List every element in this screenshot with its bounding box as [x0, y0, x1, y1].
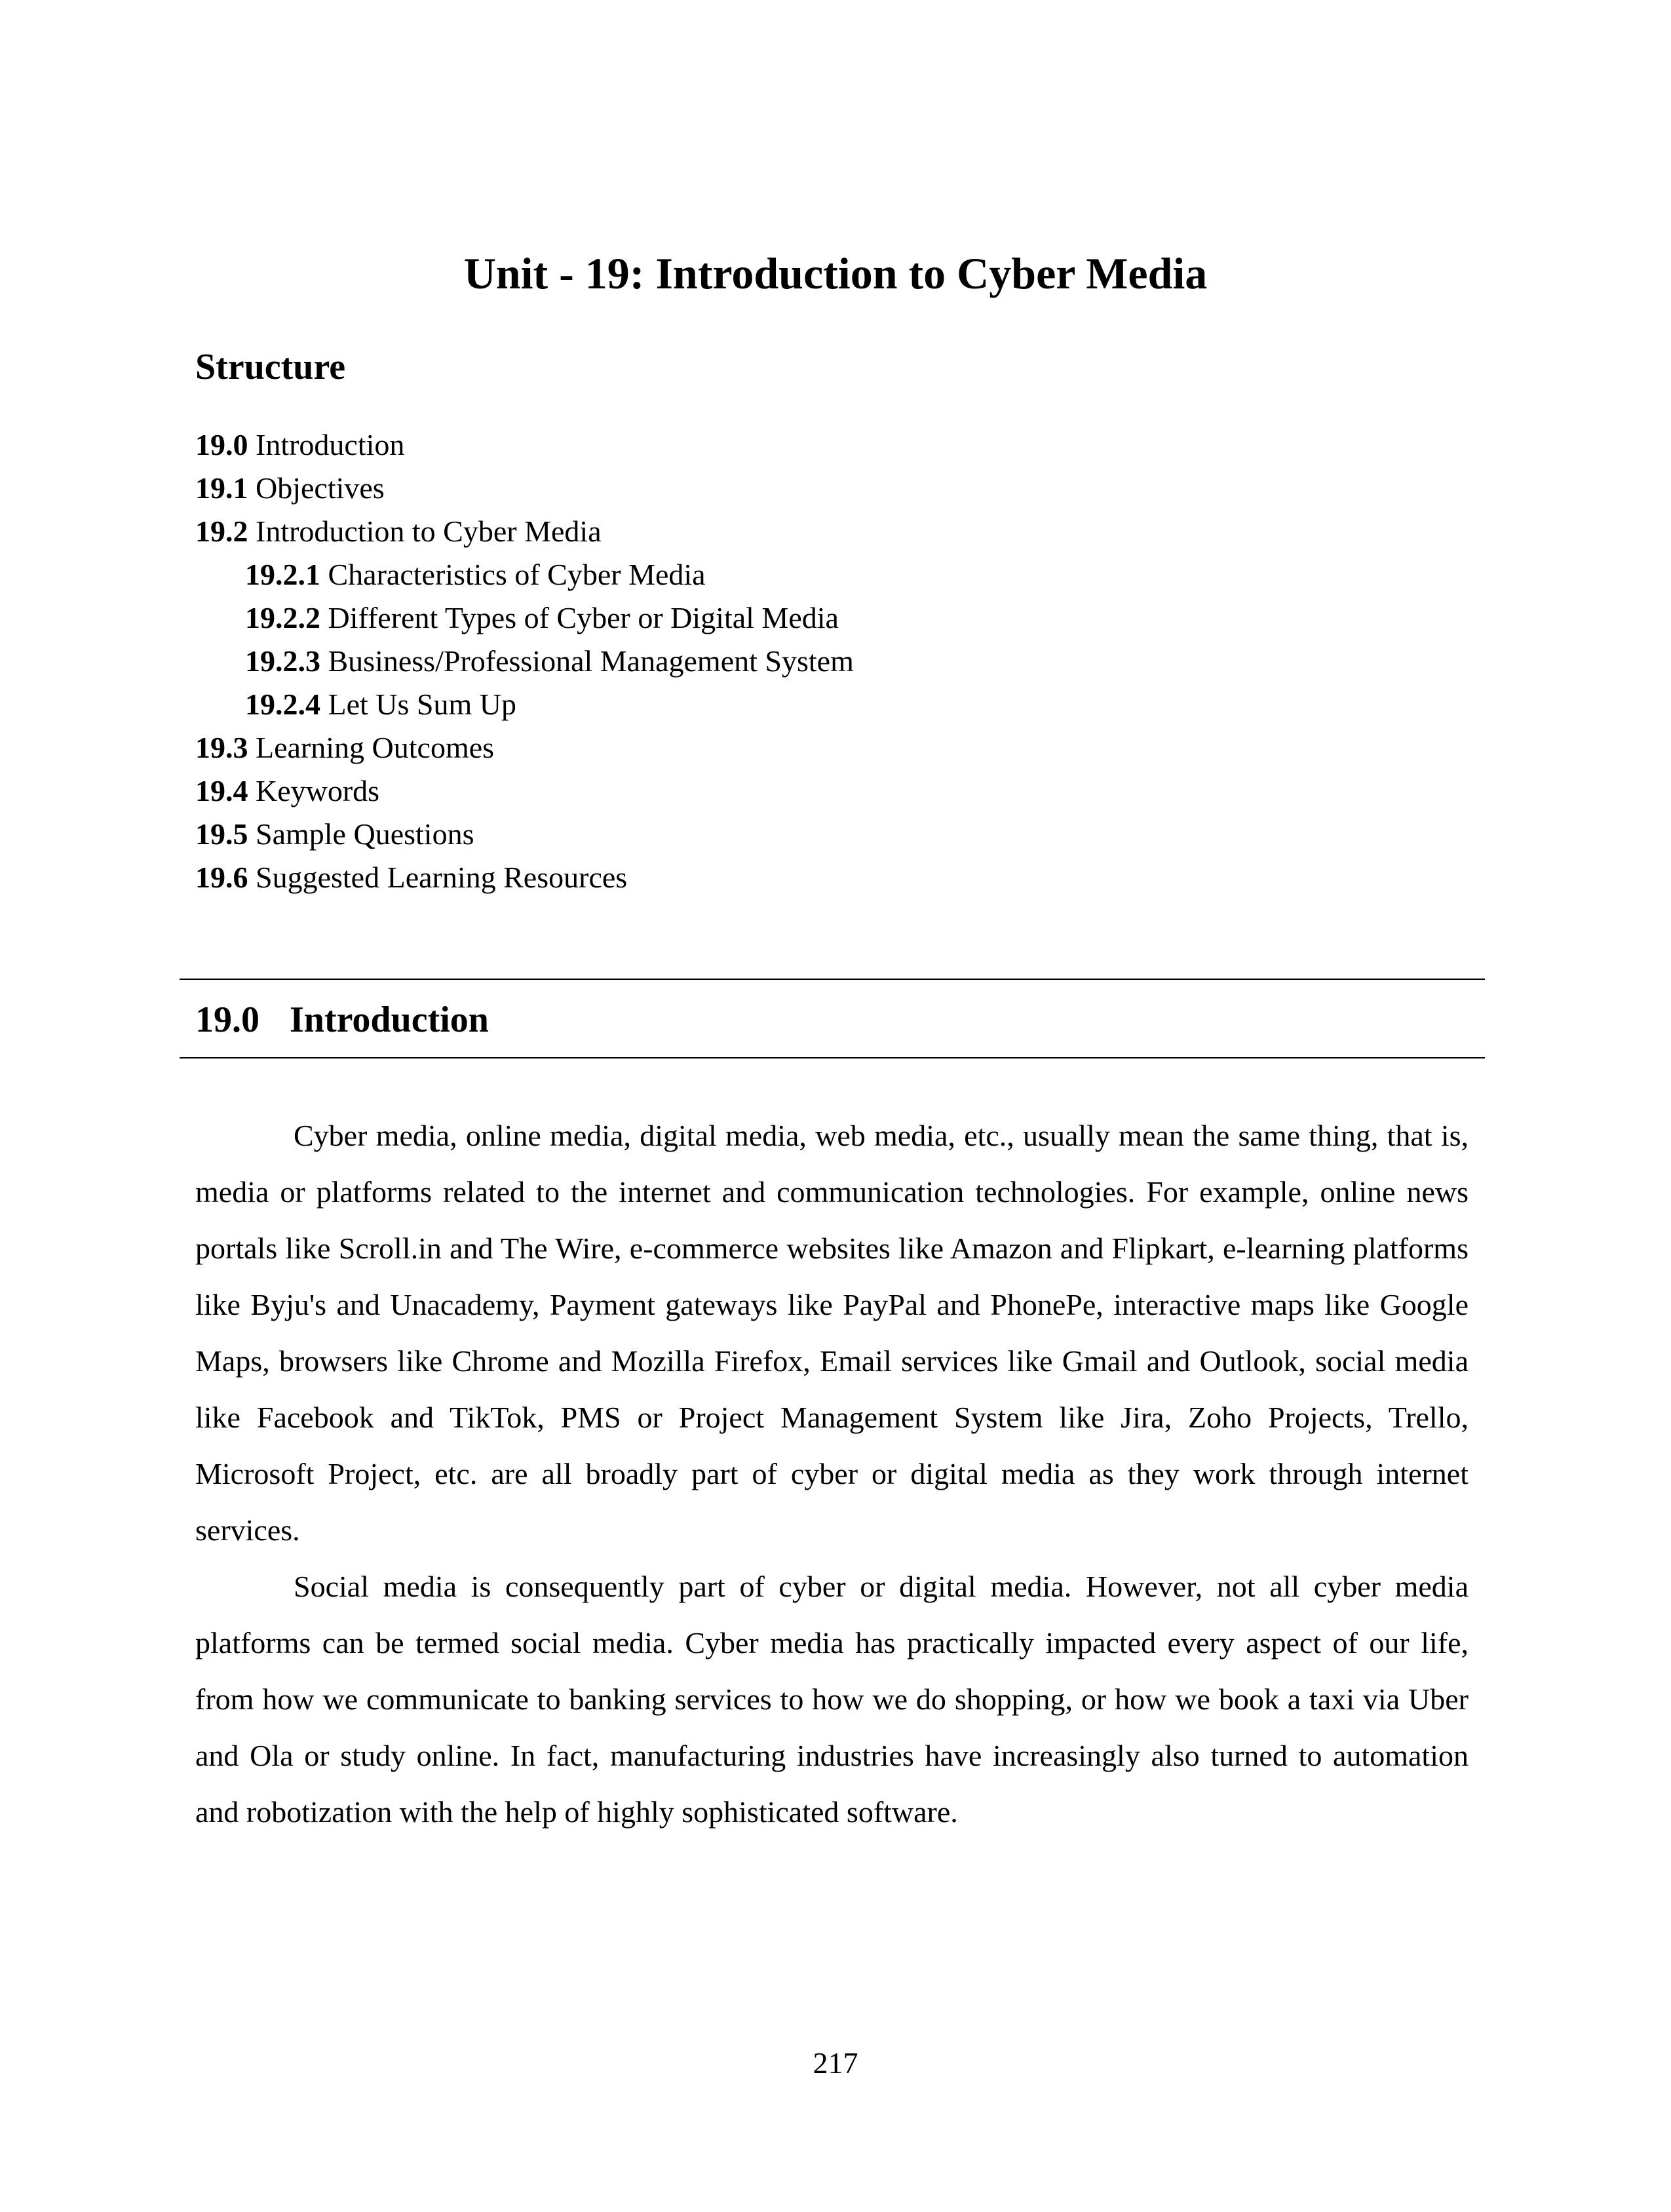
toc-item-number: 19.2.2 — [245, 601, 320, 634]
toc-item-label: Let Us Sum Up — [320, 688, 516, 721]
toc-item — [195, 726, 854, 769]
toc-item-label: Introduction — [248, 428, 405, 461]
toc-item-number: 19.3 — [195, 731, 248, 764]
toc-item — [195, 510, 854, 553]
section-number: 19.0 — [195, 999, 259, 1040]
toc-subitem — [195, 596, 854, 640]
toc-item-number: 19.2.3 — [245, 644, 320, 678]
toc-item — [195, 423, 854, 467]
toc-item-number: 19.4 — [195, 774, 248, 807]
toc-subitem — [195, 553, 854, 596]
toc-item — [195, 467, 854, 510]
toc-item-label: Characteristics of Cyber Media — [320, 558, 706, 591]
toc-item-number: 19.5 — [195, 817, 248, 851]
structure-heading: Structure — [195, 347, 346, 387]
toc-item-label: Objectives — [248, 471, 385, 505]
section-heading — [195, 994, 489, 1046]
unit-title: Unit - 19: Introduction to Cyber Media — [463, 248, 1208, 298]
toc-item-label: Business/Professional Management System — [320, 644, 854, 678]
page-number: 217 — [813, 2046, 858, 2080]
toc-item — [195, 769, 854, 813]
toc-item-label: Keywords — [248, 774, 380, 807]
toc-item-number: 19.0 — [195, 428, 248, 461]
toc-item — [195, 813, 854, 856]
toc-item-number: 19.2.1 — [245, 558, 320, 591]
toc-item-number: 19.2.4 — [245, 688, 320, 721]
section-body — [195, 1108, 1469, 1840]
toc-item-label: Learning Outcomes — [248, 731, 495, 764]
section-divider-top — [180, 979, 1485, 980]
toc-item — [195, 856, 854, 899]
section-title: Introduction — [290, 999, 489, 1040]
toc-item-label: Suggested Learning Resources — [248, 861, 628, 894]
body-paragraph: Cyber media, online media, digital media, web media, etc., usually mean the same thing, that is, media or platforms related to the internet and communication technologies. For example, online news portals like Scroll.in and The Wire, e-commerce websites like Amazon and Flipkart, e-learning platforms like Byju's and Unacademy, Payment gateways like PayPal and PhonePe, interactive maps like Google Maps, browsers like Chrome and Mozilla Firefox, Email services like Gmail and Outlook, social media like Facebook and TikTok, PMS or Project Management System like Jira, Zoho Projects, Trello, Microsoft Project, etc. are all broadly part of cyber or digital media as they work through internet services. — [195, 1119, 1469, 1547]
toc-item-label: Sample Questions — [248, 817, 474, 851]
toc-item-label: Different Types of Cyber or Digital Media — [320, 601, 839, 634]
toc-item-label: Introduction to Cyber Media — [248, 514, 602, 548]
body-paragraph: Social media is consequently part of cyber or digital media. However, not all cyber media platforms can be termed social media. Cyber media has practically impacted every aspect of our life, from how we communicate to banking services to how we do shopping, or how we book a taxi via Uber and Ola or study online. In fact, manufacturing industries have increasingly also turned to automation and robotization with the help of highly sophisticated software. — [195, 1570, 1469, 1829]
toc-subitem — [195, 683, 854, 726]
section-divider-bottom — [180, 1057, 1485, 1058]
toc-item-number: 19.1 — [195, 471, 248, 505]
toc-subitem — [195, 640, 854, 683]
structure-list — [195, 423, 854, 899]
toc-item-number: 19.2 — [195, 514, 248, 548]
toc-item-number: 19.6 — [195, 861, 248, 894]
